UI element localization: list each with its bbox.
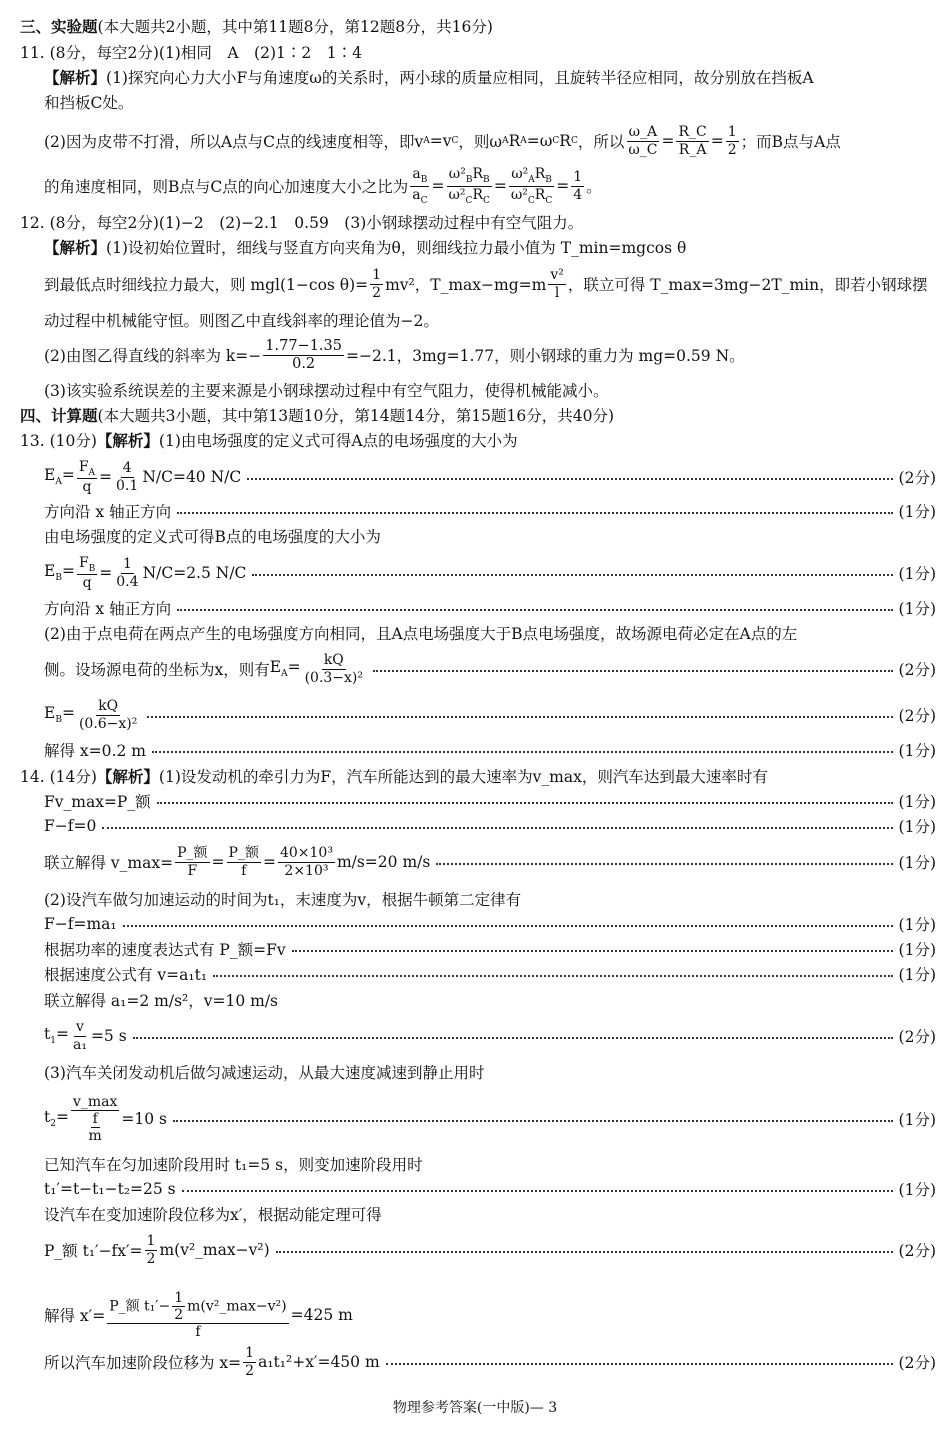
q13-dir2: 方向沿 x 轴正方向 (1分) <box>44 596 936 620</box>
q13-solution: 解得 x=0.2 m (1分) <box>44 738 936 762</box>
section-3-header <box>20 14 936 38</box>
score: (1分) <box>898 565 936 583</box>
q14-l17: 所以汽车加速阶段位移为 x= $\frac{1}{2}$ a₁t₁²+x′=450 m (2分) <box>44 1345 936 1379</box>
q14-l7: 根据速度公式有 v=a₁t₁ (1分) <box>44 966 936 984</box>
q11-analysis-line2: 和挡板C处。 <box>44 94 134 112</box>
q13-line-b: 由电场强度的定义式可得B点的电场强度的大小为 <box>44 528 381 546</box>
q13-eq-ea: $E_A=$ $\frac{F_A}{q}$ = $\frac{4}{0.1}$ N/C=40 N/C (2分) <box>44 458 936 496</box>
q14-l4: (2)设汽车做匀加速运动的时间为t₁，末速度为v，根据牛顿第二定律有 <box>44 891 522 909</box>
page-footer: 物理参考答案(一中版)— 3 <box>392 1400 558 1416</box>
section-title: 三、实验题 <box>20 17 98 36</box>
score: (2分) <box>898 469 936 487</box>
q14-l11: $t_2=$ v_max $\frac{f}{m}$ =10 s (1分) <box>44 1093 936 1144</box>
q13-eq-eb2: $E_B=$ $\frac{kQ}{\text{(0.6−x)²}}$ (2分) <box>44 698 936 732</box>
q11-analysis-line3: (2)因为皮带不打滑，所以A点与C点的线速度相等，即v A =v C ，则ω A R A =ω C R C ，所以 $\frac{\omega\_A}{\omega\_C}$ = $\frac{R\_C}{R\_A}$ = $\frac{1}{2}$ ；而B点与A点 <box>44 124 841 158</box>
score: (1分) <box>898 600 936 618</box>
q14-l16: 解得 x′= P_额 t₁′− $\frac{1}{2}$ m(v²_max−v²) f =425 m <box>44 1289 353 1341</box>
score: (1分) <box>898 503 936 521</box>
score: (2分) <box>898 661 936 679</box>
q14-l6: 根据功率的速度表达式有 P_额=Fv (1分) <box>44 941 936 959</box>
score: (1分) <box>898 742 936 760</box>
q11-analysis-line4: 的角速度相同，则B点与C点的向心加速度大小之比为 $\frac{a_B}{a_C}$ = $\frac{\omega^2_BR_B}{\omega^2_CR_C}$ = $\frac{\omega^2_AR_B}{\omega^2_CR_C}$ = $\frac{1}{4}$ 。 <box>44 166 602 206</box>
fraction-radius: $\frac{R\_C}{R\_A}$ <box>678 124 707 158</box>
q14-l3: 联立解得 v_max= $\frac{\text{P\_额}}{F}$ = $\frac{\text{P\_额}}{f}$ = $\frac{\text{40×10³}}{\text{2×10³}}$ m/s=20 m/s (1分) <box>44 845 936 879</box>
section-4-header: 四、计算题 (本大题共3小题，其中第13题10分，第14题14分，第15题16分，共40分) <box>20 406 615 425</box>
q13-dir1: 方向沿 x 轴正方向 (1分) <box>44 499 936 523</box>
q14-l9: $t_1=$ $\frac{v}{\text{a₁}}$ =5 s (2分) <box>44 1019 936 1053</box>
q14-l1: Fv_max=P_额 (1分) <box>44 793 936 811</box>
q11-analysis-line1: 【解析】 (1)探究向心力大小F与角速度ω的关系时，两小球的质量应相同，且旋转半径应相同，故分别放在挡板A <box>44 68 814 87</box>
q14-l14: 设汽车在变加速阶段位移为x′，根据动能定理可得 <box>44 1206 382 1224</box>
q12-analysis-line1: 【解析】 (1)设初始位置时，细线与竖直方向夹角为θ，则细线拉力最小值为 T_min=mgcos θ <box>44 238 687 257</box>
q14-head: 14. (14分) 【解析】 (1)设发动机的牵引力为F，汽车所能达到的最大速率为v_max，则汽车达到最大速率时有 <box>20 767 768 786</box>
fraction-quarter: $\frac{1}{4}$ <box>573 169 583 203</box>
q12-analysis-line5: (3)该实验系统误差的主要来源是小钢球摆动过程中有空气阻力，使得机械能减小。 <box>44 382 609 400</box>
q12-analysis-line4: (2)由图乙得直线的斜率为 k=− $\frac{1.77-1.35}{0.2}$ =−2.1，3mg=1.77，则小钢球的重力为 mg=0.59 N。 <box>44 337 745 372</box>
q13-eq-eb: $E_B=$ $\frac{F_B}{q}$ = $\frac{1}{0.4}$ N/C=2.5 N/C (1分) <box>44 554 936 592</box>
q14-l13: t₁′=t−t₁−t₂=25 s (1分) <box>44 1180 936 1199</box>
q12-analysis-line3: 动过程中机械能守恒。则图乙中直线斜率的理论值为−2。 <box>44 312 439 330</box>
q14-l10: (3)汽车关闭发动机后做匀减速运动，从最大速度减速到静止用时 <box>44 1064 485 1082</box>
score: (2分) <box>898 707 936 725</box>
q12-analysis-line2: 到最低点时细线拉力最大，则 mgl(1−cos θ)= $\frac{1}{2}$ mv²，T_max−mg=m $\frac{\text{v²}}{l}$ ，联立可得 T_max=3mg−2T_min，即若小钢球摆 <box>44 267 928 301</box>
q14-l15: P_额 t₁′−fx′= $\frac{1}{2}$ m(v²_max−v²) (2分) <box>44 1233 936 1267</box>
fraction-half: $\frac{1}{2}$ <box>727 124 737 158</box>
q14-l12: 已知汽车在匀加速阶段用时 t₁=5 s，则变加速阶段用时 <box>44 1156 423 1174</box>
fraction-omega: $\frac{\omega\_A}{\omega\_C}$ <box>628 124 658 158</box>
q13-part2-line1: (2)由于点电荷在两点产生的电场强度方向相同，且A点电场强度大于B点电场强度，故场源电荷必定在A点的左 <box>44 625 798 643</box>
q14-l5: F−f=ma₁ (1分) <box>44 915 936 934</box>
q14-l2: F−f=0 (1分) <box>44 817 936 836</box>
q12-answer: 12. (8分，每空2分)(1)−2 (2)−2.1 0.59 (3)小钢球摆动过程中有空气阻力。 <box>20 214 584 232</box>
q13-head: 13. (10分) 【解析】 (1)由电场强度的定义式可得A点的电场强度的大小为 <box>20 431 518 450</box>
q13-part2-line2: 侧。设场源电荷的坐标为x，则有 $E_A=$ $\frac{kQ}{\text{(0.3−x)²}}$ (2分) <box>44 652 936 686</box>
q14-l8: 联立解得 a₁=2 m/s²，v=10 m/s <box>44 992 279 1010</box>
q11-answer: 11. (8分，每空2分)(1)相同 A (2)1∶2 1∶4 <box>20 44 362 62</box>
section-note: (本大题共2小题，其中第11题8分，第12题8分，共16分) <box>97 18 493 36</box>
